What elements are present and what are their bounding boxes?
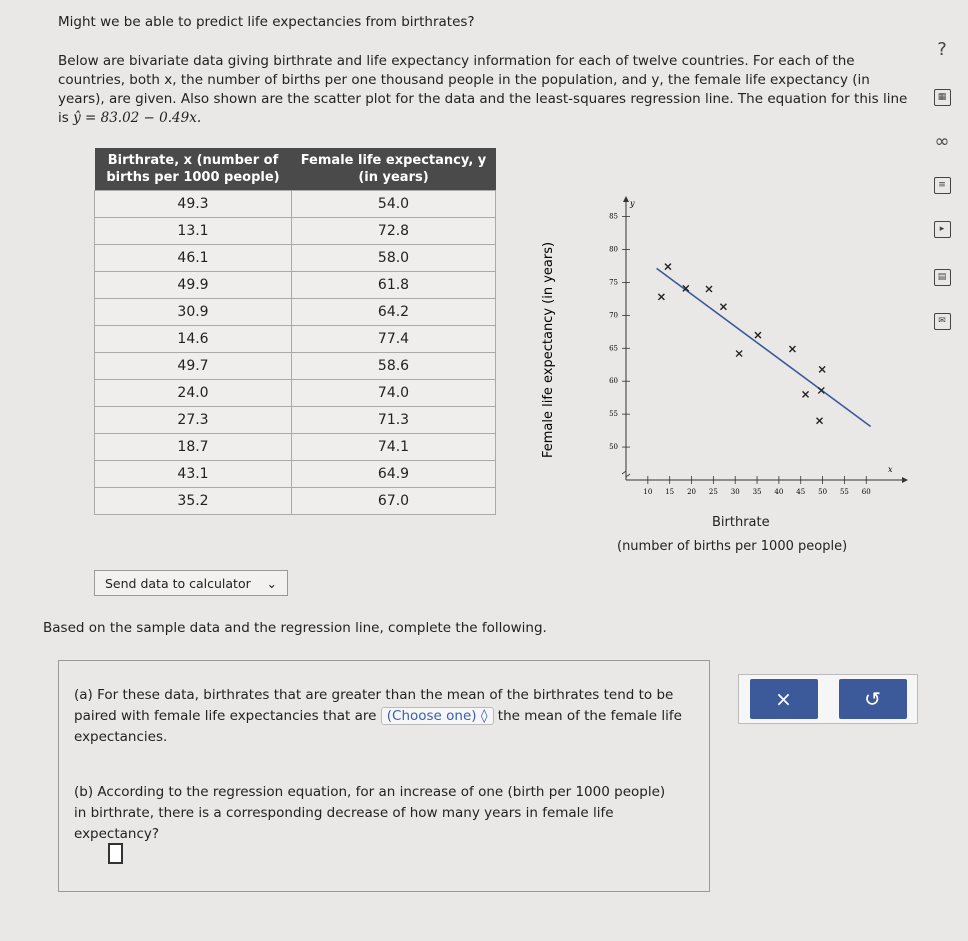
data-point: [706, 286, 712, 292]
table-row: 46.1 58.0: [95, 245, 496, 272]
data-point: [818, 387, 824, 393]
data-point: [817, 418, 823, 424]
y-tick-label: 50: [609, 443, 618, 452]
axis-break: [622, 471, 630, 477]
y-tick-label: 80: [609, 245, 618, 254]
table-row: 49.7 58.6: [95, 353, 496, 380]
data-point: [736, 351, 742, 357]
instructions: Based on the sample data and the regression line, complete the following.: [43, 620, 547, 636]
part-a: (a) For these data, birthrates that are greater than the mean of the birthrates tend to be paired with female life expectancies that are (Choose one) ◊ the mean of the female life expectancies.: [74, 687, 682, 745]
x-tick-label: 50: [818, 488, 828, 496]
table-row: 43.1 64.9: [95, 461, 496, 488]
data-point: [755, 332, 761, 338]
x-axis-symbol: x: [888, 465, 893, 474]
x-tick-label: 25: [708, 488, 718, 496]
y-axis-symbol: y: [630, 199, 635, 208]
x-tick-label: 45: [796, 488, 806, 496]
x-axis-sublabel: (number of births per 1000 people): [617, 539, 848, 554]
table-row: 49.3 54.0: [95, 191, 496, 218]
play-icon[interactable]: ▸: [930, 218, 954, 240]
help-icon[interactable]: ?: [937, 38, 947, 60]
send-data-dropdown[interactable]: Send data to calculator ⌄: [94, 570, 288, 596]
data-point: [819, 366, 825, 372]
x-tick-label: 55: [839, 488, 849, 496]
table-row: 35.2 67.0: [95, 488, 496, 515]
undo-button[interactable]: ↺: [839, 679, 907, 719]
data-point: [720, 304, 726, 310]
data-point: [789, 346, 795, 352]
x-tick-label: 15: [665, 488, 675, 496]
y-tick-label: 85: [609, 212, 618, 221]
data-table: [94, 148, 496, 515]
x-tick-label: 60: [861, 488, 871, 496]
x-tick-label: 20: [687, 488, 696, 496]
table-row: 30.9 64.2: [95, 299, 496, 326]
page-title: Might we be able to predict life expectancies from birthrates?: [58, 14, 475, 30]
y-tick-label: 55: [609, 410, 618, 419]
table-icon[interactable]: ▤: [930, 266, 954, 288]
y-tick-label: 65: [609, 344, 618, 353]
y-axis-label: Female life expectancy (in years): [541, 241, 556, 459]
x-axis-arrow: [902, 477, 908, 483]
y-axis-arrow: [623, 196, 629, 202]
header-life-expectancy: Female life expectancy, y (in years): [292, 148, 496, 191]
y-tick-label: 75: [609, 278, 618, 287]
regression-line: [657, 268, 871, 426]
x-tick-label: 40: [774, 488, 784, 496]
table-row: 24.0 74.0: [95, 380, 496, 407]
notes-icon[interactable]: ≡: [930, 174, 954, 196]
clear-button[interactable]: ×: [750, 679, 818, 719]
table-row: 49.9 61.8: [95, 272, 496, 299]
table-row: 18.7 74.1: [95, 434, 496, 461]
table-row: 27.3 71.3: [95, 407, 496, 434]
y-tick-label: 70: [609, 311, 618, 320]
header-birthrate: Birthrate, x (number of births per 1000 people): [95, 148, 292, 191]
table-row: 13.1 72.8: [95, 218, 496, 245]
regression-equation: ŷ = 83.02 − 0.49x.: [73, 110, 202, 126]
x-axis-label: Birthrate: [712, 515, 770, 530]
chevron-down-icon: ⌄: [266, 575, 277, 591]
x-tick-label: 10: [643, 488, 653, 496]
mail-icon[interactable]: ✉: [930, 310, 954, 332]
part-b: (b) According to the regression equation, for an increase of one (birth per 1000 people) in birthrate, there is a corresponding decrease of how many years in female life expectancy?: [74, 784, 666, 842]
x-tick-label: 30: [730, 488, 740, 496]
action-panel: [738, 674, 918, 724]
data-point: [665, 264, 671, 270]
data-point: [803, 391, 809, 397]
scatter-plot: [530, 190, 910, 500]
data-point: [658, 294, 664, 300]
x-tick-label: 35: [752, 488, 762, 496]
intro-text: Below are bivariate data giving birthrate and life expectancy information for each of twelve countries. For each of the countries, both x, the number of births per one thousand people in the population, and y, the female life expectancy (in years), are given. Also shown are the scatter plot for the data and the least-squares regression line. The equation for this line is ŷ = 83.02 − 0.49x.: [58, 53, 908, 126]
table-row: 14.6 77.4: [95, 326, 496, 353]
choose-one-dropdown[interactable]: (Choose one) ◊: [381, 707, 494, 725]
y-tick-label: 60: [609, 377, 618, 386]
answer-input[interactable]: [108, 843, 123, 864]
calculator-icon[interactable]: ▦: [930, 86, 954, 108]
infinity-icon[interactable]: ∞: [934, 130, 950, 152]
